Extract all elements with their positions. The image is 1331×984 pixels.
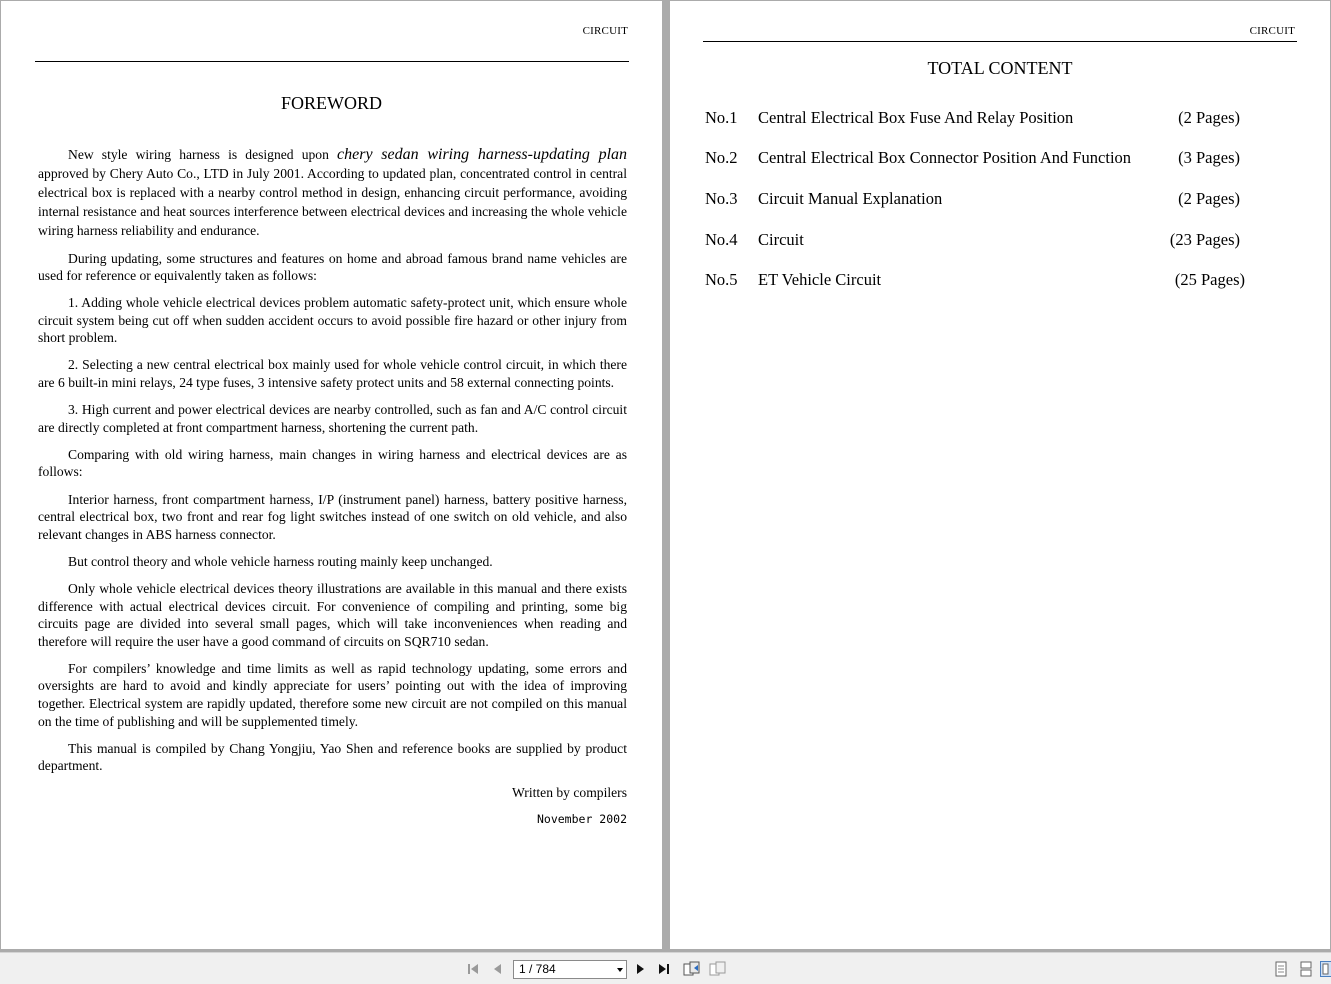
go-back-view-icon[interactable] (683, 961, 699, 977)
toc-item[interactable] (670, 108, 1330, 130)
first-page-icon[interactable] (466, 961, 482, 977)
header-rule (35, 61, 629, 62)
two-page-view-icon[interactable] (1320, 961, 1331, 977)
toc-number: No.3 (705, 189, 738, 208)
toc-pages: (2 Pages) (1178, 189, 1240, 208)
toc-pages: (23 Pages) (1169, 230, 1240, 249)
toc-item[interactable] (670, 230, 1330, 252)
toc-number: No.2 (705, 148, 738, 167)
go-forward-view-icon[interactable] (709, 961, 725, 977)
paragraph: Only whole vehicle electrical devices theory illustrations are available in this manual and there exists difference with actual electrical devices circuit. For convenience of compiling and printing, some big circuits page are divided into several small pages, which will take inconveniences when reading and therefore will require the user have a good command of circuits on SQR710 sedan. (38, 580, 627, 649)
previous-page-icon[interactable] (490, 961, 506, 977)
date: November 2002 (536, 811, 627, 826)
header-rule (703, 41, 1297, 42)
paragraph: This manual is compiled by Chang Yongjiu, Yao Shen and reference books are supplied by product department. (38, 740, 627, 774)
contents-page (670, 1, 1330, 949)
toc-text: ET Vehicle Circuit (758, 270, 882, 289)
viewer-toolbar (0, 952, 1331, 984)
toc-number: No.5 (705, 270, 738, 289)
page-header: CIRCUIT (1249, 25, 1295, 37)
toc-pages: (3 Pages) (1178, 148, 1240, 167)
last-page-icon[interactable] (656, 961, 672, 977)
paragraph: 2. Selecting a new central electrical box mainly used for whole vehicle control circuit, in which there are 6 built-in mini relays, 24 type fuses, 3 intensive safety protect units and 58 external connecting points. (38, 357, 627, 391)
toc-text: Circuit Manual Explanation (758, 189, 943, 208)
toc-number: No.4 (705, 230, 738, 249)
signature: Written by compilers (512, 785, 627, 801)
paragraph: 3. High current and power electrical devices are nearby controlled, such as fan and A/C control circuit are directly completed at front compartment harness, shortening the current path. (38, 402, 627, 435)
toc-pages: (25 Pages) (1174, 270, 1245, 289)
toc-item[interactable] (670, 189, 1330, 211)
page-number-field[interactable] (513, 960, 627, 979)
paragraph: 1. Adding whole vehicle electrical devices problem automatic safety-protect unit, which ensure whole circuit system being cut off when sudden accident occurs to avoid possible fire hazard or other injury from short problem. (38, 295, 627, 346)
continuous-view-icon[interactable] (1299, 961, 1315, 977)
toc-item[interactable] (670, 270, 1330, 292)
toc-text: Central Electrical Box Connector Position And Function (758, 148, 1132, 167)
next-page-icon[interactable] (633, 961, 649, 977)
foreword-body (38, 145, 627, 829)
paragraph: Comparing with old wiring harness, main changes in wiring harness and electrical devices are as follows: (38, 446, 627, 480)
paragraph: For compilers’ knowledge and time limits as well as rapid technology updating, some errors and oversights are hard to avoid and kindly appreciate for users’ pointing out with the idea of improving together. Electrical system are rapidly updated, therefore some new circuit are not compiled on this manual on the time of publishing and will be supplemented timely. (38, 660, 627, 729)
page-indicator: 1 / 784 (519, 962, 556, 976)
paragraph: During updating, some structures and features on home and abroad famous brand name vehicles are used for reference or equivalently taken as follows: (38, 250, 627, 284)
toc-text: Circuit (758, 230, 804, 249)
page-header: CIRCUIT (582, 25, 628, 37)
foreword-page (1, 1, 662, 949)
toc-text: Central Electrical Box Fuse And Relay Position (758, 108, 1074, 127)
toc-item[interactable] (670, 148, 1330, 170)
paragraph: Interior harness, front compartment harness, I/P (instrument panel) harness, battery positive harness, central electrical box, two front and rear fog light switches instead of one switch on old vehicle, and also relevant changes in ABS harness connector. (38, 491, 627, 542)
paragraph: New style wiring harness is designed upon chery sedan wiring harness-updating plan approved by Chery Auto Co., LTD in July 2001. According to updated plan, concentrated control in central electrical box is replaced with a nearby control method in design, enhancing circuit performance, avoiding internal resistance and heat sources interference between electrical devices and increasing the whole vehicle wiring harness reliability and endurance. (38, 146, 628, 238)
paragraph: But control theory and whole vehicle harness routing mainly keep unchanged. (68, 553, 493, 569)
toc-pages: (2 Pages) (1178, 108, 1240, 127)
page-title: FOREWORD (280, 93, 382, 113)
page-title: TOTAL CONTENT (927, 58, 1073, 78)
toc-number: No.1 (705, 108, 738, 127)
chevron-down-icon[interactable] (617, 968, 623, 972)
single-page-view-icon[interactable] (1274, 961, 1290, 977)
